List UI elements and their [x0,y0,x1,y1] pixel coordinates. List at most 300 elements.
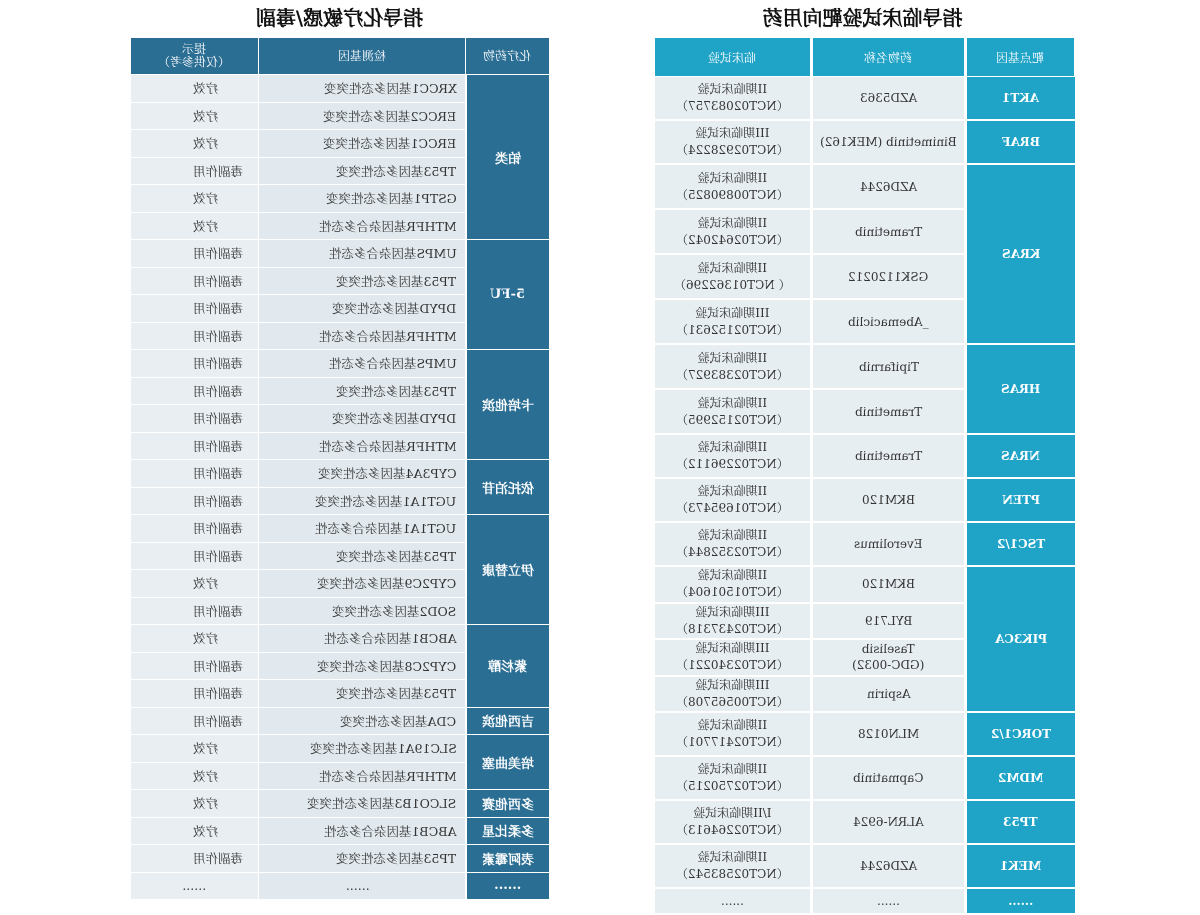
chemo-header-row [131,38,550,75]
target-drug-cell [812,800,966,844]
target-drug-text: GSK1120212 [848,269,929,284]
target-trial-text [674,260,791,294]
target-trial-cell [654,522,812,566]
chemo-gene-cell [259,267,466,295]
chemo-header-gene: 检测基因 [259,38,466,75]
target-trial-text [676,395,789,429]
chemo-gene-cell [259,405,466,433]
target-trial-phase: II期临床试验 [697,568,768,583]
chemo-tip-text: 疗效 [192,81,218,97]
target-table-body [654,77,1075,915]
chemo-gene-cell [259,487,466,515]
chemo-drug-text: 伊立替康 [481,564,534,579]
chemo-gene-cell [259,295,466,323]
target-trial-id: （NCT02750215） [676,779,789,793]
target-trial-phase: II期临床试验 [697,395,768,410]
chemo-tip-cell [131,405,259,433]
target-drug-text: _Abemaciclib [848,314,929,329]
chemo-gene-cell [259,817,466,845]
chemo-gene-text: ERCC2基因多态性突变 [323,108,457,124]
target-trial-phase: II期临床试验 [697,215,768,230]
target-ellipsis-drug: ...... [812,888,966,914]
chemo-tip-cell [131,707,259,735]
chemo-tip-cell [131,790,259,818]
chemo-gene-text: ABCB1基因杂合多态性 [323,631,457,647]
target-trial-cell [654,639,812,676]
target-gene-text: TP53 [1003,815,1039,829]
chemo-gene-text: CDA基因多态性突变 [340,713,457,729]
chemo-tip-cell [131,157,259,185]
chemo-gene-text: CYP3A4基因多态性突变 [317,466,457,482]
target-trial-phase: III期临床试验 [695,641,770,656]
chemo-tip-text: 毒副作用 [192,383,243,399]
target-trial-phase: II期临床试验 [697,260,768,275]
chemo-tip-text: 毒副作用 [192,658,243,674]
target-trial-cell [654,344,812,389]
chemo-tip-text: 疗效 [192,191,218,207]
target-drug-cell [812,566,966,603]
chemo-tip-cell [131,432,259,460]
target-gene-text: HRAS [1001,382,1041,396]
target-drug-text: BKM120 [862,493,915,507]
target-trial-id: （NCT02152995） [676,412,789,427]
target-gene-cell [966,566,1075,712]
chemo-gene-cell [259,625,466,653]
chemo-tip-cell [131,185,259,213]
chemo-gene-text: CYP2C8基因多态性突变 [317,658,457,674]
target-trial-id: （NCT01501604） [676,585,789,600]
chemo-tip-text: 毒副作用 [192,356,243,372]
chemo-tip-text: 毒副作用 [192,163,243,179]
chemo-tip-cell [131,212,259,240]
target-row [654,164,1075,209]
target-trial-phase: III期临床试验 [695,604,770,619]
chemo-gene-cell [259,240,466,268]
target-trial-text [676,677,789,711]
target-gene-cell [966,478,1075,522]
chemo-ellipsis-tip: ...... [131,872,259,900]
target-trial-id: （NCT02264613） [676,823,789,837]
chemo-tip-text: 疗效 [192,576,218,592]
chemo-tip-text: 疗效 [192,823,218,839]
chemo-drug-text: 培美曲塞 [481,756,534,772]
chemo-gene-cell [259,432,466,460]
chemo-gene-cell [259,212,466,240]
target-drug-cell [812,344,966,389]
chemo-gene-text: MTHFR基因杂合多态性 [318,328,457,344]
target-trial-cell [654,209,812,254]
chemo-gene-text: ERCC1基因多态性突变 [323,136,457,152]
target-drug-text: Taselisib (GDC-0032) [852,642,925,673]
target-drug-cell [812,756,966,800]
chemo-row [131,707,550,735]
target-row [654,344,1075,389]
chemo-gene-cell [259,570,466,598]
target-trial-id: （NCT00890825） [676,187,789,202]
target-trial-text [676,604,789,638]
target-row [654,77,1075,121]
chemo-row [131,735,550,763]
target-trial-phase: II期临床试验 [697,170,768,185]
target-drug-cell [812,603,966,640]
target-drug-text: Trametinib [854,449,923,463]
chemo-drug-cell [466,707,550,735]
target-trial-phase: II期临床试验 [697,350,768,365]
chemo-row [131,240,550,268]
target-drug-cell [812,389,966,434]
chemo-tip-text: 毒副作用 [192,466,243,482]
chemo-tip-text: 疗效 [192,108,218,124]
chemo-tip-cell [131,460,259,488]
target-drug-cell [812,209,966,254]
chemo-tip-cell [131,377,259,405]
chemo-gene-text: TP53基因多态性突变 [336,163,457,179]
target-panel-title: 指导临床试验靶向用药 [762,6,963,30]
chemo-drug-cell [466,75,550,240]
target-trial-id: （NCT02928224） [676,143,789,157]
chemo-gene-text: TP53基因多态性突变 [336,273,457,289]
chemo-tip-cell [131,542,259,570]
chemo-gene-cell [259,460,466,488]
target-drug-cell [812,120,966,164]
chemo-tip-cell [131,817,259,845]
target-ellipsis-gene: ...... [966,888,1075,914]
target-gene-text: KRAS [1001,247,1040,261]
target-gene-cell [966,844,1075,888]
target-trial-text [676,483,789,517]
chemo-drug-cell [466,240,550,350]
target-drug-cell [812,712,966,756]
target-trial-text [676,170,789,204]
chemo-tip-text: 疗效 [192,741,218,757]
chemo-tip-cell [131,240,259,268]
chemo-tip-text: 疗效 [192,136,218,152]
target-row [654,756,1075,800]
target-trial-id: （NCT01695473） [676,501,789,515]
target-trial-phase: I/II期临床试验 [693,806,772,820]
target-trial-phase: II期临床试验 [697,528,768,542]
chemo-tip-cell [131,295,259,323]
chemo-gene-text: TP53基因多态性突变 [336,548,457,564]
target-trial-cell [654,120,812,164]
chemo-gene-cell [259,542,466,570]
chemo-tip-text: 毒副作用 [192,521,243,537]
target-gene-cell [966,164,1075,344]
chemo-gene-cell [259,130,466,158]
target-drug-cell [812,844,966,888]
chemo-tip-cell [131,570,259,598]
target-row [654,844,1075,888]
target-gene-cell [966,77,1075,121]
chemo-drug-text: 表阿霉素 [481,852,534,868]
chemo-gene-text: MTHFR基因杂合多态性 [318,768,457,784]
target-trial-text [676,527,789,561]
target-row [654,566,1075,603]
chemo-tip-cell [131,652,259,680]
target-trial-id: （NCT02417701） [676,735,789,749]
chemo-gene-cell [259,790,466,818]
target-drug-text: Binimetinib (MEK162) [820,135,957,149]
target-row [654,478,1075,522]
target-drug-cell [812,164,966,209]
chemo-tip-cell [131,625,259,653]
chemo-tip-cell [131,597,259,625]
target-gene-text: MEK1 [1000,859,1042,873]
chemo-tip-text: 毒副作用 [192,273,243,289]
chemo-ellipsis-row [131,872,550,900]
chemo-header-drug: 化疗药物 [466,38,550,75]
chemo-drug-cell [466,735,550,790]
target-trial-id: （NCT02437318） [676,621,789,636]
chemo-drug-cell [466,460,550,515]
chemo-ellipsis-gene: ...... [259,872,466,900]
chemo-gene-text: UMPS基因杂合多态性 [328,246,457,262]
chemo-tip-cell [131,75,259,103]
target-gene-cell [966,120,1075,164]
target-drug-text: AZD6244 [859,179,918,194]
chemo-drug-text: 吉西他滨 [481,715,534,731]
target-panel [652,0,1073,915]
chemo-tip-text: 毒副作用 [192,603,243,619]
chemo-tip-text: 毒副作用 [192,411,243,427]
target-trial-cell [654,566,812,603]
target-trial-id: （NCT02152631） [676,322,789,337]
target-row [654,522,1075,566]
chemo-gene-cell [259,350,466,378]
target-trial-cell [654,478,812,522]
target-trial-cell [654,434,812,478]
target-header-gene: 靶点基因 [966,38,1075,77]
target-drug-cell [812,434,966,478]
target-trial-phase: III期临床试验 [695,677,770,692]
chemo-row [131,625,550,653]
chemo-gene-cell [259,652,466,680]
target-gene-text: MDM2 [998,771,1044,785]
target-trial-id: （NCT02352844） [676,545,789,559]
target-drug-cell [812,299,966,344]
chemo-gene-cell [259,515,466,543]
target-trial-text [676,350,789,384]
target-trial-phase: III期临床试验 [695,126,770,140]
chemo-gene-cell [259,680,466,708]
chemo-tip-cell [131,350,259,378]
chemo-drug-cell [466,817,550,845]
chemo-gene-cell [259,762,466,790]
target-drug-text: AZD6244 [859,859,918,873]
chemo-tip-text: 疗效 [192,796,218,812]
target-header-trial: 临床试验 [654,38,812,77]
target-gene-cell [966,434,1075,478]
target-trial-phase: III期临床试验 [695,305,770,320]
target-row [654,800,1075,844]
target-trial-id: （NCT02340221） [676,658,789,673]
chemo-tip-text: 毒副作用 [192,851,243,867]
chemo-gene-text: TP53基因多态性突变 [336,851,457,867]
chemo-tip-text: 毒副作用 [192,686,243,702]
target-trial-phase: II期临床试验 [697,82,768,96]
target-trial-id: （NCT00565708） [676,694,789,709]
chemo-tip-cell [131,267,259,295]
chemo-gene-text: SOD2基因多态性突变 [332,603,457,619]
chemo-panel [130,0,549,900]
chemo-row [131,515,550,543]
target-drug-text: Trametinib [854,224,923,239]
chemo-drug-text: 紫杉醇 [488,660,528,676]
chemo-tip-text: 毒副作用 [192,713,243,729]
target-drug-cell [812,254,966,299]
target-header-drug: 药物名称 [812,38,966,77]
chemo-tip-text: 毒副作用 [192,246,243,262]
chemo-gene-cell [259,597,466,625]
chemo-drug-cell [466,350,550,460]
chemo-gene-text: UGT1A1基因杂合多态性 [315,521,457,537]
target-trial-text [676,849,789,883]
chemo-gene-text: ABCB1基因杂合多态性 [323,823,457,839]
chemo-row [131,817,550,845]
chemo-gene-cell [259,102,466,130]
chemo-tip-cell [131,680,259,708]
chemo-gene-text: SLC19A1基因多态性突变 [309,741,457,757]
target-trial-id: （NCT02383927） [676,367,789,382]
target-gene-text: PTEN [1001,493,1040,507]
chemo-drug-cell [466,515,550,625]
chemo-gene-text: UGT1A1基因多态性突变 [315,493,457,509]
chemo-header-tip: 提示 （仅供参考） [131,38,259,75]
target-trial-cell [654,712,812,756]
chemo-row [131,460,550,488]
chemo-tip-text: 疗效 [192,218,218,234]
target-drug-text: MLN0128 [857,727,920,741]
chemo-gene-text: DPYD基因多态性突变 [332,411,457,427]
chemo-drug-text: 5-FU [490,287,526,302]
target-trial-text [676,805,789,839]
chemo-drug-text: 铂类 [494,151,521,167]
target-trial-cell [654,254,812,299]
target-drug-cell [812,522,966,566]
chemo-drug-text: 多柔比星 [481,825,534,841]
target-trial-cell [654,756,812,800]
target-trial-cell [654,603,812,640]
target-trial-phase: II期临床试验 [697,718,768,732]
chemo-gene-text: MTHFR基因杂合多态性 [318,438,457,454]
target-trial-cell [654,77,812,121]
target-trial-cell [654,800,812,844]
chemo-tip-text: 疗效 [192,631,218,647]
chemo-drug-text: 多西他赛 [481,797,534,813]
target-trial-cell [654,389,812,434]
chemo-tip-cell [131,322,259,350]
target-gene-text: BRAF [1001,135,1040,149]
target-trial-text [676,305,789,339]
chemo-tip-cell [131,515,259,543]
chemo-gene-cell [259,185,466,213]
chemo-table-body [131,75,550,900]
target-row [654,434,1075,478]
chemo-tip-cell [131,487,259,515]
chemo-gene-text: GSTP1基因多态性突变 [325,191,457,207]
target-trial-cell [654,299,812,344]
chemo-tip-text: 疗效 [192,768,218,784]
target-drug-text: ALRN-6924 [853,815,924,829]
chemo-tip-text: 毒副作用 [192,548,243,564]
chemo-tip-text: 毒副作用 [192,438,243,454]
chemo-ellipsis-drug: ...... [466,872,550,900]
target-trial-id: （NCT02642042） [676,232,789,247]
target-trial-phase: II期临床试验 [697,762,768,776]
chemo-gene-cell [259,735,466,763]
target-trial-text [676,761,789,795]
target-trial-text [676,640,789,674]
target-trial-id: （ NCT01362296） [674,277,791,292]
target-table [652,37,1075,915]
target-drug-text: BKM120 [862,577,915,592]
target-drug-text: Everolimus [854,537,923,551]
target-drug-cell [812,77,966,121]
target-header-row [654,38,1075,77]
target-drug-cell [812,639,966,676]
target-gene-cell [966,344,1075,434]
target-drug-text: BYL719 [864,613,913,628]
chemo-gene-text: TP53基因多态性突变 [336,383,457,399]
chemo-tip-cell [131,102,259,130]
target-trial-phase: II期临床试验 [697,484,768,498]
target-trial-id: （NCT02083757） [676,99,789,113]
target-trial-id: （NCT02296112） [676,457,789,471]
chemo-row [131,75,550,103]
target-trial-text [676,125,789,159]
chemo-tip-text: 毒副作用 [192,328,243,344]
target-drug-text: Aspirin [866,686,911,701]
target-drug-text: Capmatinib [853,771,924,785]
target-trial-id: （NCT02583542） [676,867,789,881]
chemo-table [130,37,550,900]
chemo-tip-cell [131,735,259,763]
target-ellipsis-trial: ...... [654,888,812,914]
chemo-tip-text: 毒副作用 [192,493,243,509]
target-trial-cell [654,164,812,209]
chemo-drug-cell [466,790,550,818]
target-trial-text [676,717,789,751]
target-drug-text: AZD5363 [859,91,918,105]
target-row [654,712,1075,756]
target-trial-cell [654,676,812,713]
target-trial-text [676,567,789,601]
target-gene-cell [966,712,1075,756]
target-drug-text: Tipifarnib [858,359,919,374]
chemo-gene-text: MTHFR基因杂合多态性 [318,218,457,234]
target-trial-text [676,81,789,115]
target-row [654,120,1075,164]
target-drug-cell [812,478,966,522]
chemo-drug-text: 卡培他滨 [481,399,534,414]
target-trial-phase: II期临床试验 [697,440,768,454]
target-gene-text: NRAS [1001,449,1041,463]
target-gene-cell [966,522,1075,566]
chemo-gene-cell [259,322,466,350]
target-gene-cell [966,756,1075,800]
chemo-gene-text: TP53基因多态性突变 [336,686,457,702]
chemo-tip-cell [131,762,259,790]
chemo-gene-text: XRCC1基因多态性突变 [323,81,457,97]
chemo-drug-text: 依托泊苷 [481,481,534,497]
target-gene-text: TORC1/2 [990,727,1051,741]
target-trial-phase: II期临床试验 [697,850,768,864]
chemo-tip-cell [131,130,259,158]
chemo-tip-text: 毒副作用 [192,301,243,317]
target-gene-text: PIK3CA [994,632,1047,646]
target-drug-cell [812,676,966,713]
chemo-gene-text: SLCO1B3基因多态性突变 [307,796,457,812]
